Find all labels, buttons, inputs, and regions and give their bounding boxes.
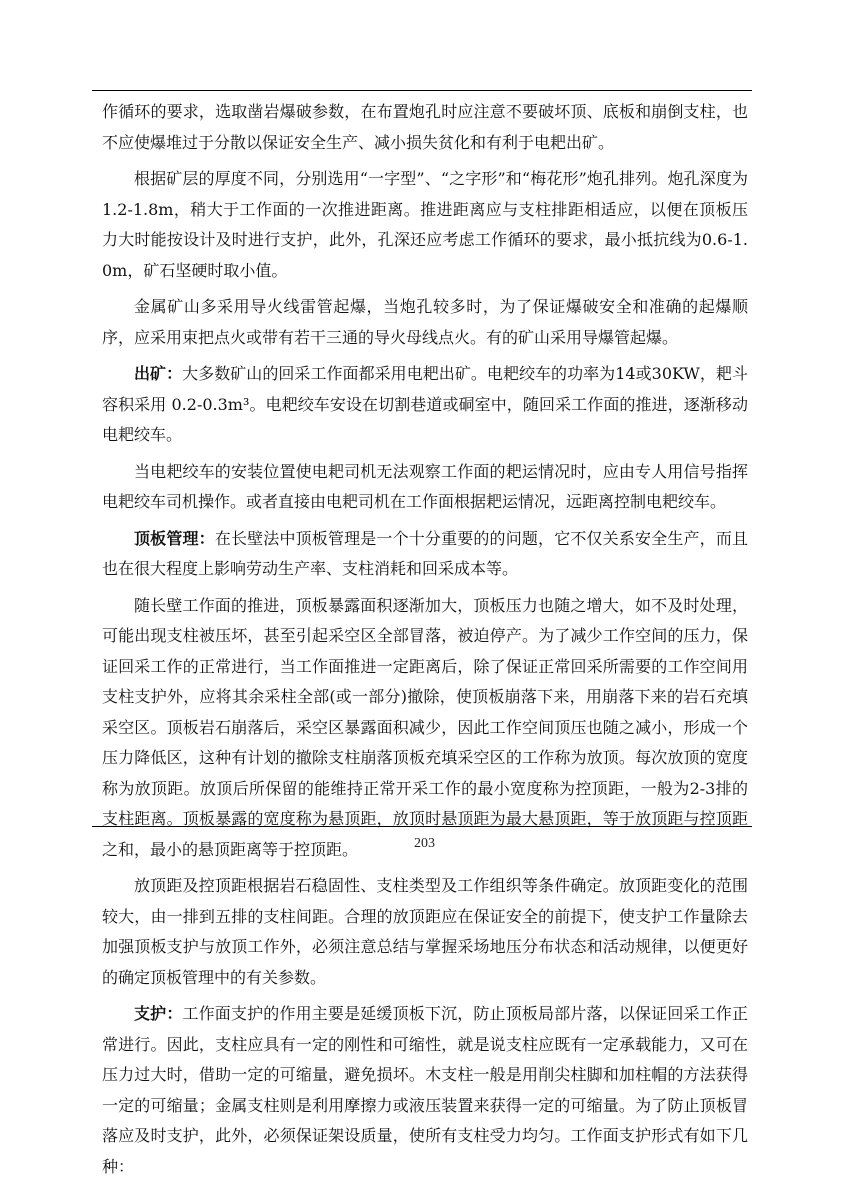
paragraph-continuation bbox=[102, 97, 748, 158]
paragraph-ore-removal bbox=[102, 359, 748, 451]
paragraph-text: 作循环的要求，选取凿岩爆破参数，在布置炮孔时应注意不要破坏顶、底板和崩倒支柱，也不应使爆堆过于分散以保证安全生产、减小损失贫化和有利于电耙出矿。 bbox=[102, 102, 748, 152]
paragraph-detonation bbox=[102, 292, 748, 353]
paragraph-support bbox=[102, 999, 748, 1182]
page-body bbox=[102, 97, 748, 1188]
header-rule bbox=[92, 90, 752, 91]
paragraph-text: 工作面支护的作用主要是延缓顶板下沉，防止顶板局部片落，以保证回采工作正常进行。因此，支柱应具有一定的刚性和可缩性，就是说支柱应既有一定承载能力，又可在压力过大时，借助一定的可缩量，避免损坏。木支柱一般是用削尖柱脚和加柱帽的方法获得一定的可缩量；金属支柱则是利用摩擦力或液压装置来获得一定的可缩量。为了防止顶板冒落应及时支护，此外，必须保证架设质量，使所有支柱受力均匀。工作面支护形式有如下几种： bbox=[102, 1004, 748, 1176]
paragraph-text: 金属矿山多采用导火线雷管起爆，当炮孔较多时，为了保证爆破安全和准确的起爆顺序，应采用束把点火或带有若干三通的导火母线点火。有的矿山采用导爆管起爆。 bbox=[102, 297, 748, 347]
paragraph-text: 在长壁法中顶板管理是一个十分重要的的问题，它不仅关系安全生产，而且也在很大程度上影响劳动生产率、支柱消耗和回采成本等。 bbox=[102, 528, 748, 578]
paragraph-caving-distance bbox=[102, 871, 748, 993]
paragraph-winch-signaling bbox=[102, 457, 748, 518]
paragraph-text: 大多数矿山的回采工作面都采用电耙出矿。电耙绞车的功率为14或30KW，耙斗容积采用 0.2-0.3m³。电耙绞车安设在切割巷道或硐室中，随回采工作面的推进，逐渐移动电耙绞车。 bbox=[102, 364, 748, 444]
term-roof-management: 顶板管理： bbox=[134, 528, 215, 548]
paragraph-blasthole-layout bbox=[102, 164, 748, 286]
term-support: 支护： bbox=[134, 1004, 183, 1023]
footer-rule bbox=[92, 826, 752, 827]
paragraph-roof-management bbox=[102, 524, 748, 585]
page-number: 203 bbox=[414, 836, 435, 851]
paragraph-text: 随长壁工作面的推进，顶板暴露面积逐渐加大，顶板压力也随之增大，如不及时处理，可能出现支柱被压坏，甚至引起采空区全部冒落，被迫停产。为了减少工作空间的压力，保证回采工作的正常进行，当工作面推进一定距离后，除了保证正常回采所需要的工作空间用支柱支护外，应将其余采柱全部(或一部分)撤除，使顶板崩落下来，用崩落下来的岩石充填采空区。顶板岩石崩落后，采空区暴露面积减少，因此工作空间顶压也随之减小，形成一个压力降低区，这种有计划的撤除支柱崩落顶板充填采空区的工作称为放顶。每次放顶的宽度称为放顶距。放顶后所保留的能维持正常开采工作的最小宽度称为控顶距，一般为2-3排的支柱距离。顶板暴露的宽度称为悬顶距，放顶时悬顶距为最大悬顶距，等于放顶距与控顶距之和，最小的悬顶距离等于控顶距。 bbox=[102, 595, 748, 859]
paragraph-text: 根据矿层的厚度不同，分别选用“一字型”、“之字形”和“梅花形”炮孔排列。炮孔深度为1.2-1.8m，稍大于工作面的一次推进距离。推进距离应与支柱排距相适应，以便在顶板压力大时能按设计及时进行支护，此外，孔深还应考虑工作循环的要求，最小抵抗线为0.6-1.0m，矿石坚硬时取小值。 bbox=[102, 169, 748, 280]
paragraph-text: 当电耙绞车的安装位置使电耙司机无法观察工作面的耙运情况时，应由专人用信号指挥电耙绞车司机操作。或者直接由电耙司机在工作面根据耙运情况，远距离控制电耙绞车。 bbox=[102, 461, 748, 511]
paragraph-roof-caving bbox=[102, 591, 748, 866]
term-ore-removal: 出矿： bbox=[134, 364, 183, 383]
paragraph-text: 放顶距及控顶距根据岩石稳固性、支柱类型及工作组织等条件确定。放顶距变化的范围较大，由一排到五排的支柱间距。合理的放顶距应在保证安全的前提下，使支护工作量除去加强顶板支护与放顶工作外，必须注意总结与掌握采场地压分布状态和活动规律，以便更好的确定顶板管理中的有关参数。 bbox=[102, 876, 748, 987]
